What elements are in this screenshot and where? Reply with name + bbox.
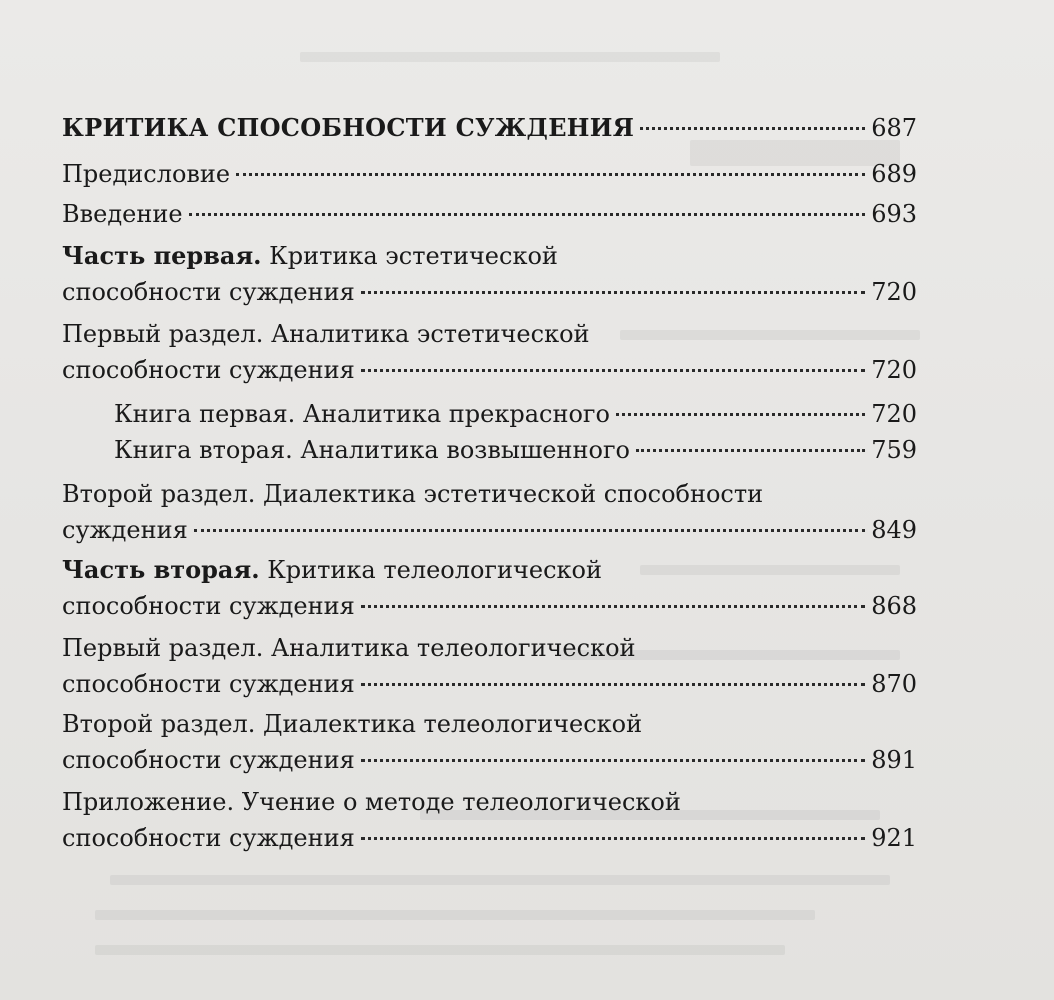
toc-entry-title-line2: суждения [62, 516, 188, 544]
toc-page-number: 689 [871, 160, 917, 188]
toc-entry-title: Книга первая. Аналитика прекрасного [114, 400, 610, 428]
part-label: Часть первая. [62, 241, 262, 270]
leader-dots [361, 683, 865, 686]
toc-entry-title-line1 [62, 552, 917, 588]
toc-entry-title: Предисловие [62, 160, 231, 188]
toc-page-number: 921 [871, 824, 917, 852]
toc-entry-part1-section2[interactable] [62, 476, 917, 548]
leader-dots [361, 837, 865, 840]
toc-entry-title-line1: Приложение. Учение о методе телеологической [62, 788, 681, 816]
toc-page-number: 693 [871, 200, 917, 228]
leader-dots [640, 127, 865, 130]
toc-page-number: 687 [871, 114, 917, 142]
leader-dots [236, 173, 865, 176]
toc-entry-title-line1: Второй раздел. Диалектика эстетической способности [62, 480, 764, 508]
toc-page-number: 720 [871, 356, 917, 384]
toc-entry-part2-section1[interactable] [62, 630, 917, 702]
toc-entry-title: КРИТИКА СПОСОБНОСТИ СУЖДЕНИЯ [62, 113, 635, 142]
leader-dots [361, 369, 865, 372]
toc-entry-preface[interactable] [62, 156, 917, 192]
leader-dots [361, 291, 865, 294]
toc-entry-appendix[interactable] [62, 784, 917, 856]
toc-entry-introduction[interactable] [62, 196, 917, 232]
toc-entry-part2-section2[interactable] [62, 706, 917, 778]
toc-entry-book2[interactable] [62, 432, 917, 468]
toc-page-number: 720 [871, 400, 917, 428]
toc-entry-title: Книга вторая. Аналитика возвышенного [114, 436, 630, 464]
leader-dots [636, 449, 865, 452]
toc-entry-title-line1 [62, 238, 917, 274]
toc-entry-title-line1: Первый раздел. Аналитика телеологической [62, 634, 636, 662]
toc-page-number: 868 [871, 592, 917, 620]
leader-dots [616, 413, 865, 416]
leader-dots [194, 529, 865, 532]
part-title: Критика телеологической [259, 556, 602, 584]
leader-dots [189, 213, 866, 216]
leader-dots [361, 759, 865, 762]
toc-entry-part-two[interactable] [62, 552, 917, 624]
toc-entry-title-line1: Первый раздел. Аналитика эстетической [62, 320, 590, 348]
toc-page-number: 849 [871, 516, 917, 544]
toc-entry-title-line2: способности суждения [62, 356, 355, 384]
toc-entry-title-line1: Второй раздел. Диалектика телеологической [62, 710, 643, 738]
part-title: Критика эстетической [261, 242, 558, 270]
toc-entry-title-line2: способности суждения [62, 278, 355, 306]
toc-page-number: 891 [871, 746, 917, 774]
toc-entry-title-line2: способности суждения [62, 746, 355, 774]
toc-entry-book1[interactable] [62, 396, 917, 432]
leader-dots [361, 605, 865, 608]
toc-entry-title: Введение [62, 200, 183, 228]
toc-page-number: 759 [871, 436, 917, 464]
toc-entry-title-line2: способности суждения [62, 670, 355, 698]
toc-entry-part1-section1[interactable] [62, 316, 917, 388]
toc-entry-title-line2: способности суждения [62, 824, 355, 852]
part-label: Часть вторая. [62, 555, 260, 584]
toc-entry-part-one[interactable] [62, 238, 917, 310]
toc-entry-main-title[interactable] [62, 110, 917, 146]
toc-entry-title-line2: способности суждения [62, 592, 355, 620]
toc-page-number: 720 [871, 278, 917, 306]
toc-page-number: 870 [871, 670, 917, 698]
